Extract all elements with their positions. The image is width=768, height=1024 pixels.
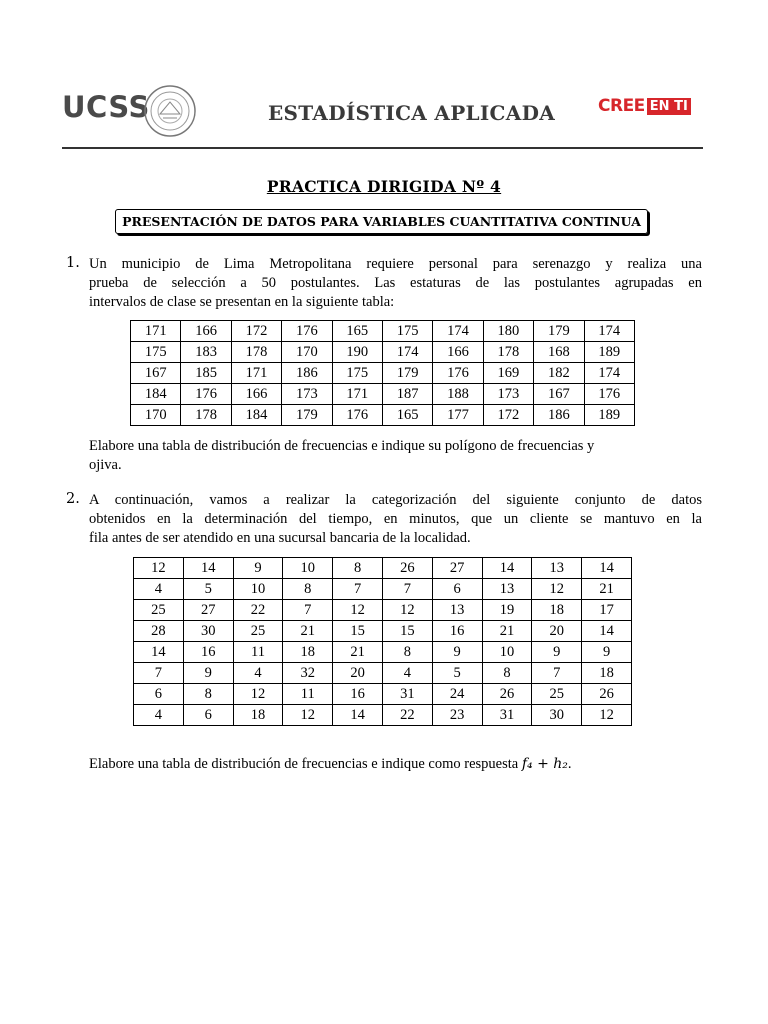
university-seal-icon xyxy=(143,84,197,138)
table-cell: 31 xyxy=(482,705,532,726)
table-cell: 11 xyxy=(283,684,333,705)
course-title: ESTADÍSTICA APLICADA xyxy=(268,101,556,125)
table-cell: 22 xyxy=(382,705,432,726)
table-row xyxy=(134,684,632,705)
table-cell: 180 xyxy=(483,321,533,342)
table-cell: 171 xyxy=(231,363,281,384)
table-cell: 167 xyxy=(131,363,181,384)
header-divider xyxy=(62,147,703,149)
table-cell: 13 xyxy=(432,600,482,621)
table-cell: 5 xyxy=(432,663,482,684)
table-cell: 167 xyxy=(534,384,584,405)
table-row xyxy=(131,405,635,426)
table-cell: 175 xyxy=(131,342,181,363)
table-cell: 13 xyxy=(482,579,532,600)
table-cell: 7 xyxy=(283,600,333,621)
table-cell: 8 xyxy=(482,663,532,684)
table-cell: 15 xyxy=(333,621,383,642)
math-expression: f₄ + h₂ xyxy=(521,756,568,772)
table-cell: 12 xyxy=(233,684,283,705)
table-cell: 21 xyxy=(283,621,333,642)
instruction-suffix: . xyxy=(567,756,572,772)
table-row xyxy=(134,558,632,579)
table-row xyxy=(134,600,632,621)
table-cell: 166 xyxy=(231,384,281,405)
table-cell: 174 xyxy=(584,363,634,384)
question-1-line: prueba de selección a 50 postulantes. Las estaturas de las postulantes agrupadas en xyxy=(89,275,702,291)
table-cell: 14 xyxy=(134,642,184,663)
table-cell: 14 xyxy=(333,705,383,726)
question-2-text xyxy=(89,491,702,548)
table-cell: 174 xyxy=(382,342,432,363)
table-cell: 4 xyxy=(134,579,184,600)
table-cell: 23 xyxy=(432,705,482,726)
table-cell: 166 xyxy=(181,321,231,342)
table-cell: 175 xyxy=(332,363,382,384)
question-2-line: obtenidos en la determinación del tiempo, en minutos, que un cliente se mantuvo en la xyxy=(89,511,702,527)
table-cell: 26 xyxy=(582,684,632,705)
table-row xyxy=(134,642,632,663)
question-1-instruction xyxy=(89,437,702,475)
table-cell: 14 xyxy=(183,558,233,579)
table-cell: 189 xyxy=(584,342,634,363)
heights-data-table xyxy=(130,320,635,426)
table-cell: 15 xyxy=(382,621,432,642)
table-cell: 14 xyxy=(482,558,532,579)
table-cell: 30 xyxy=(532,705,582,726)
table-cell: 176 xyxy=(332,405,382,426)
table-cell: 187 xyxy=(382,384,432,405)
table-cell: 11 xyxy=(233,642,283,663)
topic-text: PRESENTACIÓN DE DATOS PARA VARIABLES CUANTITATIVA CONTINUA xyxy=(122,214,641,229)
table-cell: 179 xyxy=(534,321,584,342)
table-cell: 18 xyxy=(283,642,333,663)
table-cell: 171 xyxy=(332,384,382,405)
table-cell: 32 xyxy=(283,663,333,684)
table-cell: 12 xyxy=(532,579,582,600)
table-cell: 185 xyxy=(181,363,231,384)
table-cell: 10 xyxy=(233,579,283,600)
table-cell: 6 xyxy=(183,705,233,726)
table-cell: 169 xyxy=(483,363,533,384)
table-cell: 9 xyxy=(582,642,632,663)
table-cell: 27 xyxy=(432,558,482,579)
table-cell: 173 xyxy=(483,384,533,405)
topic-box xyxy=(115,209,648,234)
table-cell: 189 xyxy=(584,405,634,426)
table-cell: 183 xyxy=(181,342,231,363)
table-cell: 8 xyxy=(333,558,383,579)
table-cell: 18 xyxy=(233,705,283,726)
question-2-number: 2. xyxy=(66,491,80,507)
question-1-instruction-line: Elabore una tabla de distribución de frecuencias e indique su polígono de frecuencias y xyxy=(89,438,595,454)
table-cell: 176 xyxy=(584,384,634,405)
question-1-text xyxy=(89,255,702,312)
brand-cree-text: CREE xyxy=(598,96,645,116)
question-2-instruction xyxy=(89,755,702,774)
table-cell: 18 xyxy=(582,663,632,684)
question-1-number: 1. xyxy=(66,255,80,271)
table-cell: 175 xyxy=(382,321,432,342)
table-cell: 19 xyxy=(482,600,532,621)
table-cell: 25 xyxy=(532,684,582,705)
table-cell: 31 xyxy=(382,684,432,705)
practice-title: PRACTICA DIRIGIDA Nº 4 xyxy=(266,177,502,196)
table-cell: 168 xyxy=(534,342,584,363)
table-cell: 184 xyxy=(231,405,281,426)
table-cell: 5 xyxy=(183,579,233,600)
waiting-time-data-table xyxy=(133,557,632,726)
table-cell: 172 xyxy=(231,321,281,342)
table-cell: 6 xyxy=(134,684,184,705)
table-cell: 190 xyxy=(332,342,382,363)
table-cell: 12 xyxy=(333,600,383,621)
table-row xyxy=(134,705,632,726)
table-cell: 4 xyxy=(233,663,283,684)
table-cell: 22 xyxy=(233,600,283,621)
cree-en-ti-logo xyxy=(598,96,691,116)
table-cell: 165 xyxy=(382,405,432,426)
table-cell: 176 xyxy=(181,384,231,405)
table-cell: 186 xyxy=(282,363,332,384)
table-cell: 27 xyxy=(183,600,233,621)
table-row xyxy=(134,663,632,684)
question-2-instruction-line xyxy=(89,755,702,774)
instruction-prefix: Elabore una tabla de distribución de frecuencias e indique como respuesta xyxy=(89,756,522,772)
table-cell: 20 xyxy=(532,621,582,642)
table-cell: 177 xyxy=(433,405,483,426)
table-cell: 7 xyxy=(134,663,184,684)
table-cell: 7 xyxy=(382,579,432,600)
table-cell: 178 xyxy=(483,342,533,363)
table-cell: 8 xyxy=(382,642,432,663)
table-cell: 26 xyxy=(382,558,432,579)
table-cell: 4 xyxy=(382,663,432,684)
table-cell: 12 xyxy=(283,705,333,726)
table-cell: 10 xyxy=(482,642,532,663)
table-cell: 28 xyxy=(134,621,184,642)
table-cell: 26 xyxy=(482,684,532,705)
table-row xyxy=(131,321,635,342)
table-cell: 16 xyxy=(183,642,233,663)
table-cell: 172 xyxy=(483,405,533,426)
brand-enti-text: EN TI xyxy=(647,98,691,115)
table-cell: 14 xyxy=(582,621,632,642)
table-cell: 179 xyxy=(282,405,332,426)
table-cell: 18 xyxy=(532,600,582,621)
table-cell: 165 xyxy=(332,321,382,342)
question-2-line: fila antes de ser atendido en una sucursal bancaria de la localidad. xyxy=(89,530,471,546)
table-cell: 6 xyxy=(432,579,482,600)
table-cell: 14 xyxy=(582,558,632,579)
table-cell: 12 xyxy=(382,600,432,621)
table-cell: 25 xyxy=(233,621,283,642)
table-cell: 184 xyxy=(131,384,181,405)
table-cell: 176 xyxy=(433,363,483,384)
table-cell: 25 xyxy=(134,600,184,621)
question-1-line: Un municipio de Lima Metropolitana requiere personal para serenazgo y realiza una xyxy=(89,256,702,272)
ucss-logo-text: UCSS xyxy=(62,90,150,124)
table-row xyxy=(131,384,635,405)
table-row xyxy=(134,621,632,642)
question-1-instruction-line: ojiva. xyxy=(89,457,122,473)
table-cell: 186 xyxy=(534,405,584,426)
table-cell: 179 xyxy=(382,363,432,384)
table-cell: 30 xyxy=(183,621,233,642)
table-cell: 171 xyxy=(131,321,181,342)
table-row xyxy=(131,363,635,384)
table-cell: 17 xyxy=(582,600,632,621)
table-cell: 166 xyxy=(433,342,483,363)
table-cell: 188 xyxy=(433,384,483,405)
table-cell: 10 xyxy=(283,558,333,579)
table-cell: 170 xyxy=(131,405,181,426)
table-cell: 13 xyxy=(532,558,582,579)
table-cell: 174 xyxy=(433,321,483,342)
table-row xyxy=(134,579,632,600)
question-1-line: intervalos de clase se presentan en la siguiente tabla: xyxy=(89,294,395,310)
table-cell: 4 xyxy=(134,705,184,726)
table-row xyxy=(131,342,635,363)
table-cell: 16 xyxy=(432,621,482,642)
table-cell: 178 xyxy=(231,342,281,363)
table-cell: 16 xyxy=(333,684,383,705)
table-cell: 176 xyxy=(282,321,332,342)
table-cell: 8 xyxy=(283,579,333,600)
table-cell: 7 xyxy=(532,663,582,684)
question-2-line: A continuación, vamos a realizar la categorización del siguiente conjunto de datos xyxy=(89,492,702,508)
table-cell: 21 xyxy=(582,579,632,600)
table-cell: 9 xyxy=(183,663,233,684)
table-cell: 178 xyxy=(181,405,231,426)
table-cell: 7 xyxy=(333,579,383,600)
table-cell: 12 xyxy=(134,558,184,579)
table-cell: 20 xyxy=(333,663,383,684)
table-cell: 170 xyxy=(282,342,332,363)
table-cell: 21 xyxy=(333,642,383,663)
table-cell: 12 xyxy=(582,705,632,726)
table-cell: 182 xyxy=(534,363,584,384)
table-cell: 9 xyxy=(233,558,283,579)
table-cell: 173 xyxy=(282,384,332,405)
table-cell: 9 xyxy=(432,642,482,663)
table-cell: 9 xyxy=(532,642,582,663)
table-cell: 8 xyxy=(183,684,233,705)
table-cell: 24 xyxy=(432,684,482,705)
table-cell: 21 xyxy=(482,621,532,642)
table-cell: 174 xyxy=(584,321,634,342)
